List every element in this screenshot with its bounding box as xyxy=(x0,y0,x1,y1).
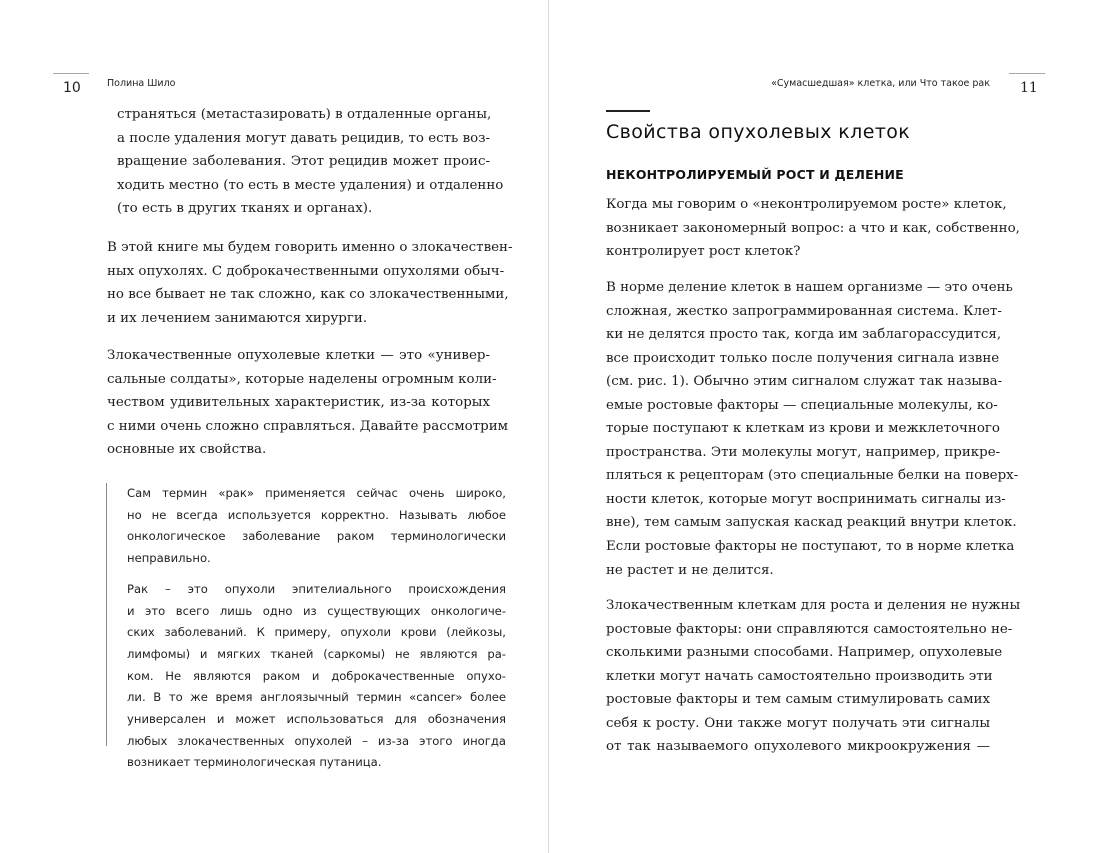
text-line: онкологическое заболевание раком терминологически xyxy=(127,529,506,544)
text-line: ходить местно (то есть в месте удаления) и отдаленно xyxy=(117,177,504,193)
text-line: ли. В то же время англоязычный термин «cancer» более xyxy=(127,690,506,705)
text-line: универсален и может использоваться для обозначения xyxy=(127,712,506,727)
heading-rule xyxy=(606,110,650,112)
text-line: все происходит только после получения сигнала извне xyxy=(606,350,1000,366)
text-line: Злокачественные опухолевые клетки — это «универ- xyxy=(107,348,490,363)
text-line: В норме деление клеток в нашем организме — это очень xyxy=(606,280,1013,295)
text-line: Сам термин «рак» применяется сейчас очень широко, xyxy=(127,486,506,500)
text-line: неправильно. xyxy=(127,551,211,566)
text-line: (см. рис. 1). Обычно этим сигналом служат так называ- xyxy=(606,374,1003,389)
note-paragraph xyxy=(127,483,506,570)
text-line: Если ростовые факторы не поступают, то в норме клетка xyxy=(606,539,1015,554)
text-line: В этой книге мы будем говорить именно о злокачествен- xyxy=(107,240,513,255)
running-head-author: Полина Шило xyxy=(107,78,176,89)
text-line: (то есть в других тканях и органах). xyxy=(117,201,373,216)
text-line: ки не делятся просто так, когда им заблагорассудится, xyxy=(606,327,1002,342)
text-line: Когда мы говорим о «неконтролируемом росте» клеток, xyxy=(606,197,1007,212)
text-line: сколькими разными способами. Например, опухолевые xyxy=(606,645,1003,660)
paragraph xyxy=(117,103,504,221)
text-line: торые поступают к клеткам из крови и межклеточного xyxy=(606,421,1000,436)
text-line: Злокачественным клеткам для роста и деления не нужны xyxy=(606,598,1021,613)
text-line: не растет и не делится. xyxy=(606,562,774,578)
left-page xyxy=(0,0,548,853)
sidebar-note xyxy=(106,483,506,770)
page-number: 11 xyxy=(1020,80,1038,96)
text-line: чеством удивительных характеристик, из-за которых xyxy=(107,395,490,410)
text-line: ростовые факторы: они справляются самостоятельно не- xyxy=(606,621,1013,637)
text-line: и это всего лишь одно из существующих онкологиче- xyxy=(127,603,506,618)
paragraph xyxy=(107,236,513,330)
paragraph xyxy=(606,594,1021,759)
text-line: клетки могут начать самостоятельно производить эти xyxy=(606,668,993,684)
folio-rule xyxy=(1009,73,1045,74)
text-line: пляться к рецепторам (это специальные белки на поверх- xyxy=(606,468,1019,483)
text-line: и их лечением занимаются хирурги. xyxy=(107,310,368,326)
text-line: от так называемого опухолевого микроокружения — xyxy=(606,739,990,754)
text-line: себя к росту. Они также могут получать эти сигналы xyxy=(606,715,990,731)
page-number: 10 xyxy=(63,80,81,96)
text-line: возникает терминологическая путаница. xyxy=(127,755,382,770)
text-line: но все бывает не так сложно, как со злокачественными, xyxy=(107,287,509,302)
text-line: а после удаления могут давать рецидив, то есть воз- xyxy=(117,130,491,146)
text-line: ности клеток, которые могут воспринимать сигналы из- xyxy=(606,491,1006,507)
section-title: Свойства опухолевых клеток xyxy=(606,121,911,143)
text-line: возникает закономерный вопрос: а что и как, собственно, xyxy=(606,220,1020,236)
text-line: лимфомы) и мягких тканей (саркомы) не являются ра- xyxy=(127,646,506,661)
subsection-title: НЕКОНТРОЛИРУЕМЫЙ РОСТ И ДЕЛЕНИЕ xyxy=(606,167,904,182)
note-paragraph xyxy=(127,579,506,774)
paragraph xyxy=(606,193,1020,264)
paragraph xyxy=(606,276,1019,535)
text-line: страняться (метастазировать) в отдаленные органы, xyxy=(117,107,492,122)
running-head-chapter: «Сумасшедшая» клетка, или Что такое рак xyxy=(771,78,990,89)
text-line: емые ростовые факторы — специальные молекулы, ко- xyxy=(606,397,998,413)
text-line: ростовые факторы и тем самым стимулировать самих xyxy=(606,692,990,707)
text-line: ских заболеваний. К примеру, опухоли крови (лейкозы, xyxy=(127,625,506,640)
text-line: ком. Не являются раком и доброкачественные опухо- xyxy=(127,668,506,683)
folio-rule xyxy=(53,73,89,74)
text-line: но не всегда используется корректно. Называть любое xyxy=(127,507,506,522)
text-line: основные их свойства. xyxy=(107,442,267,457)
text-line: любых злокачественных опухолей – из-за этого иногда xyxy=(127,733,506,748)
paragraph xyxy=(107,344,509,462)
text-line: вращение заболевания. Этот рецидив может проис- xyxy=(117,154,490,169)
text-line: Рак – это опухоли эпителиального происхождения xyxy=(127,581,506,596)
text-line: ных опухолях. С доброкачественными опухолями обыч- xyxy=(107,263,505,279)
text-line: вне), тем самым запуская каскад реакций внутри клеток. xyxy=(606,515,1017,530)
text-line: пространства. Эти молекулы могут, например, прикре- xyxy=(606,444,1001,460)
text-line: сложная, жестко запрограммированная система. Клет- xyxy=(606,303,1002,319)
paragraph xyxy=(606,535,1015,582)
text-line: с ними очень сложно справляться. Давайте рассмотрим xyxy=(107,418,509,434)
text-line: контролирует рост клеток? xyxy=(606,244,801,259)
text-line: сальные солдаты», которые наделены огромным коли- xyxy=(107,371,497,387)
